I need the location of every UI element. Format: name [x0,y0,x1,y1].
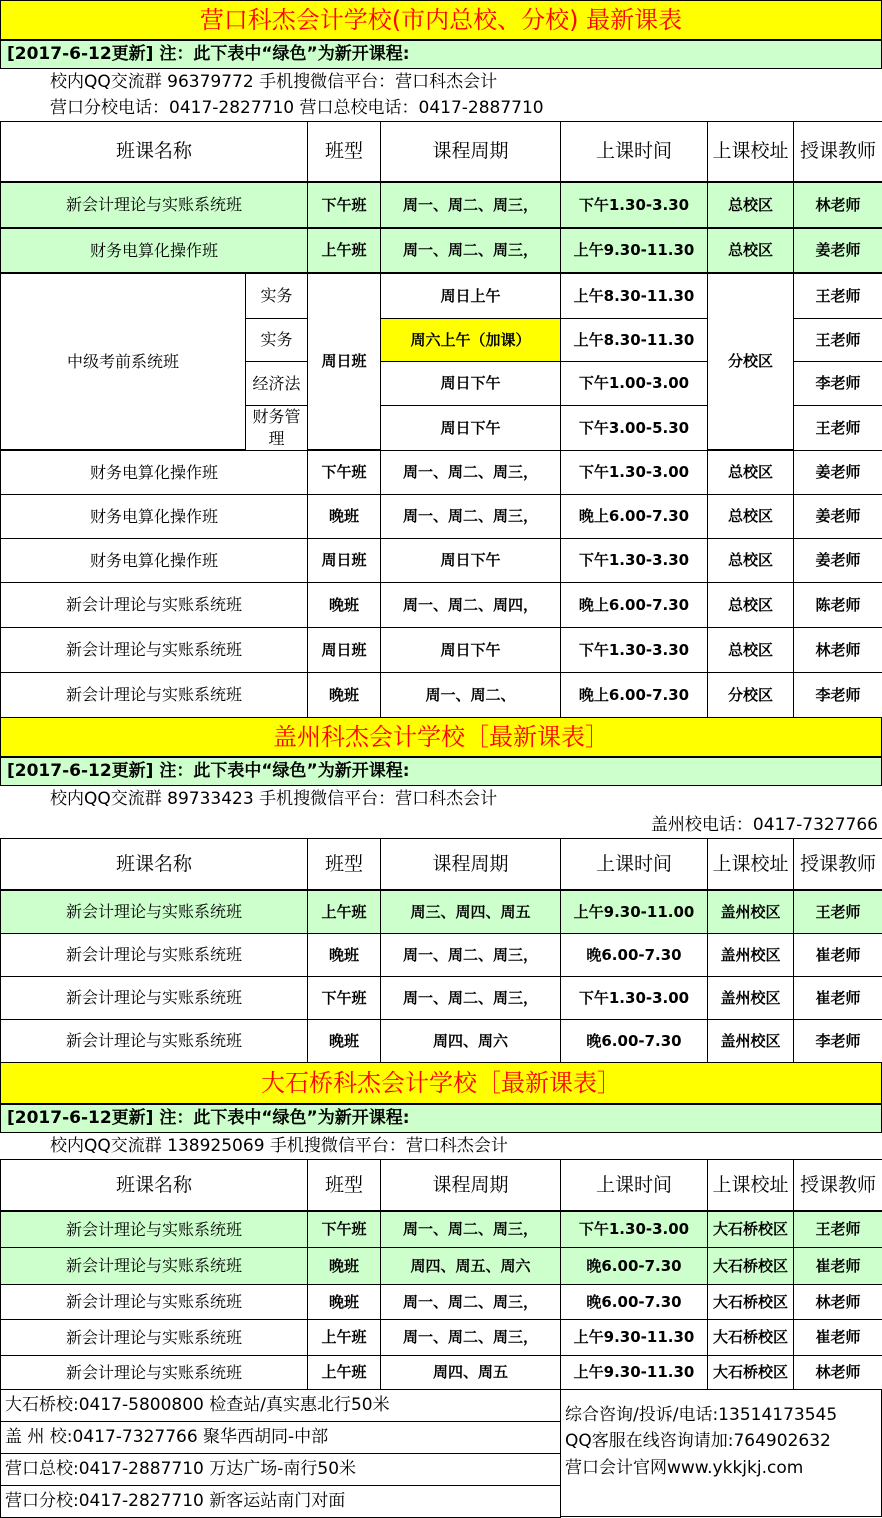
footer-address: 营口分校:0417-2827710 新客运站南门对面 [0,1485,561,1518]
section-title: 大石桥科杰会计学校［最新课表］ [0,1062,882,1104]
row-cell-subject: 实务 [245,318,308,362]
row-cell-subject: 财务管理 [245,405,308,451]
row-cell-class-time: 晚6.00-7.30 [560,1284,708,1320]
row-cell-class-time: 晚上6.00-7.30 [560,582,708,628]
row-cell-teacher: 王老师 [793,890,882,934]
row-cell-campus: 大石桥校区 [707,1247,794,1285]
column-header-campus: 上课校址 [707,121,794,182]
row-cell-course-name: 新会计理论与实账系统班 [0,582,308,628]
row-cell-course-period: 周四、周五 [380,1355,561,1390]
row-cell-course-period: 周一、周二、周三， [380,494,561,539]
row-cell-class-time: 晚6.00-7.30 [560,1247,708,1285]
row-cell-course-name: 新会计理论与实账系统班 [0,1211,308,1248]
row-cell-class-type: 上午班 [307,890,381,934]
row-cell-campus: 盖州校区 [707,933,794,977]
row-cell-campus: 总校区 [707,582,794,628]
row-cell-campus: 分校区 [707,273,794,450]
row-cell-course-name: 新会计理论与实账系统班 [0,890,308,934]
row-cell-course-period: 周日下午 [380,405,561,451]
row-cell-course-name: 新会计理论与实账系统班 [0,672,308,718]
column-header-class-type: 班型 [307,838,381,890]
footer-contact [560,1389,882,1517]
row-cell-course-period: 周一、周二、周三， [380,1211,561,1248]
row-cell-teacher: 林老师 [793,182,882,228]
column-header-course-name: 班课名称 [0,121,308,182]
row-cell-teacher: 崔老师 [793,1319,882,1356]
row-cell-campus: 总校区 [707,450,794,495]
row-cell-campus: 大石桥校区 [707,1211,794,1248]
column-header-class-time: 上课时间 [560,121,708,182]
row-cell-class-type: 周日班 [307,273,381,450]
row-cell-course-period: 周一、周二、周三， [380,1284,561,1320]
row-cell-campus: 总校区 [707,494,794,539]
row-cell-teacher: 李老师 [793,672,882,718]
row-cell-course-name: 新会计理论与实账系统班 [0,627,308,673]
row-cell-teacher: 姜老师 [793,494,882,539]
row-cell-class-type: 下午班 [307,1211,381,1248]
row-cell-course-name: 财务电算化操作班 [0,228,308,273]
row-cell-campus: 大石桥校区 [707,1319,794,1356]
row-cell-course-period: 周一、周二、周三， [380,450,561,495]
row-cell-class-type: 下午班 [307,182,381,228]
row-cell-class-time: 上午9.30-11.30 [560,1355,708,1390]
column-header-teacher: 授课教师 [793,838,882,890]
row-cell-course-period: 周日上午 [380,273,561,319]
row-cell-class-time: 下午1.30-3.00 [560,976,708,1020]
row-cell-class-time: 上午8.30-11.30 [560,273,708,319]
contact-info: 校内QQ交流群 96379772 手机搜微信平台：营口科杰会计 [50,71,498,92]
row-cell-teacher: 王老师 [793,318,882,362]
row-cell-teacher: 林老师 [793,1355,882,1390]
row-cell-course-period: 周一、周二、周四， [380,582,561,628]
column-header-course-name: 班课名称 [0,838,308,890]
row-cell-teacher: 王老师 [793,1211,882,1248]
row-cell-course-period: 周六上午（加课） [380,318,561,362]
row-cell-class-type: 晚班 [307,933,381,977]
row-cell-subject: 实务 [245,273,308,319]
row-cell-teacher: 姜老师 [793,538,882,583]
contact-info: 校内QQ交流群 89733423 手机搜微信平台：营口科杰会计 [50,788,498,809]
row-cell-campus: 总校区 [707,627,794,673]
row-cell-class-time: 下午1.30-3.00 [560,1211,708,1248]
row-cell-class-type: 晚班 [307,672,381,718]
row-cell-class-type: 晚班 [307,1247,381,1285]
footer-contact-line: 营口会计官网www.ykkjkj.com [565,1457,804,1478]
section-title: 营口科杰会计学校(市内总校、分校) 最新课表 [0,0,882,40]
column-header-campus: 上课校址 [707,838,794,890]
row-cell-class-time: 下午1.30-3.30 [560,182,708,228]
row-cell-course-name: 新会计理论与实账系统班 [0,1247,308,1285]
footer-contact-line: 综合咨询/投诉/电话:13514173545 [565,1405,838,1425]
update-note: [2017-6-12更新] 注：此下表中“绿色”为新开课程: [0,40,882,69]
row-cell-teacher: 王老师 [793,405,882,451]
row-cell-course-period: 周一、周二、 [380,672,561,718]
row-cell-course-name: 中级考前系统班 [0,273,246,450]
row-cell-course-name: 财务电算化操作班 [0,450,308,495]
contact-info: 校内QQ交流群 138925069 手机搜微信平台：营口科杰会计 [50,1135,508,1156]
row-cell-teacher: 李老师 [793,1019,882,1063]
row-cell-class-type: 下午班 [307,450,381,495]
row-cell-course-name: 新会计理论与实账系统班 [0,933,308,977]
row-cell-class-type: 下午班 [307,976,381,1020]
row-cell-campus: 总校区 [707,182,794,228]
row-cell-campus: 大石桥校区 [707,1284,794,1320]
row-cell-class-time: 上午9.30-11.30 [560,228,708,273]
update-note: [2017-6-12更新] 注：此下表中“绿色”为新开课程: [0,757,882,786]
row-cell-course-name: 财务电算化操作班 [0,494,308,539]
row-cell-course-period: 周一、周二、周三， [380,228,561,273]
row-cell-course-period: 周三、周四、周五 [380,890,561,934]
row-cell-subject: 经济法 [245,361,308,406]
row-cell-teacher: 林老师 [793,1284,882,1320]
row-cell-course-period: 周日下午 [380,361,561,406]
row-cell-course-period: 周一、周二、周三， [380,933,561,977]
row-cell-course-name: 财务电算化操作班 [0,538,308,583]
row-cell-class-type: 周日班 [307,538,381,583]
row-cell-teacher: 崔老师 [793,976,882,1020]
row-cell-class-time: 下午1.30-3.00 [560,450,708,495]
row-cell-class-time: 下午3.00-5.30 [560,405,708,451]
column-header-class-time: 上课时间 [560,838,708,890]
column-header-course-period: 课程周期 [380,121,561,182]
row-cell-class-type: 晚班 [307,1284,381,1320]
row-cell-teacher: 陈老师 [793,582,882,628]
row-cell-teacher: 崔老师 [793,1247,882,1285]
row-cell-course-period: 周一、周二、周三， [380,182,561,228]
row-cell-course-name: 新会计理论与实账系统班 [0,1284,308,1320]
footer-address: 盖 州 校:0417-7327766 聚华西胡同-中部 [0,1421,561,1454]
column-header-class-type: 班型 [307,121,381,182]
row-cell-course-name: 新会计理论与实账系统班 [0,1019,308,1063]
row-cell-class-time: 下午1.30-3.30 [560,627,708,673]
row-cell-campus: 盖州校区 [707,976,794,1020]
row-cell-teacher: 姜老师 [793,228,882,273]
contact-info: 营口分校电话：0417-2827710 营口总校电话：0417-2887710 [50,97,544,118]
row-cell-class-type: 晚班 [307,494,381,539]
row-cell-campus: 盖州校区 [707,1019,794,1063]
row-cell-class-type: 晚班 [307,1019,381,1063]
row-cell-course-period: 周日下午 [380,627,561,673]
row-cell-class-time: 下午1.00-3.00 [560,361,708,406]
row-cell-class-time: 上午9.30-11.30 [560,1319,708,1356]
row-cell-class-type: 上午班 [307,1355,381,1390]
column-header-class-time: 上课时间 [560,1159,708,1211]
row-cell-course-name: 新会计理论与实账系统班 [0,182,308,228]
row-cell-course-period: 周一、周二、周三， [380,976,561,1020]
row-cell-campus: 盖州校区 [707,890,794,934]
column-header-campus: 上课校址 [707,1159,794,1211]
row-cell-class-type: 上午班 [307,1319,381,1356]
contact-info: 盖州校电话：0417-7327766 [650,814,878,835]
row-cell-class-time: 下午1.30-3.30 [560,538,708,583]
footer-address: 大石桥校:0417-5800800 检查站/真实惠北行50米 [0,1389,561,1422]
row-cell-teacher: 王老师 [793,273,882,319]
row-cell-class-type: 周日班 [307,627,381,673]
footer-address: 营口总校:0417-2887710 万达广场-南行50米 [0,1453,561,1486]
row-cell-class-time: 晚上6.00-7.30 [560,494,708,539]
row-cell-class-time: 晚6.00-7.30 [560,933,708,977]
row-cell-campus: 大石桥校区 [707,1355,794,1390]
column-header-course-period: 课程周期 [380,838,561,890]
row-cell-course-period: 周四、周六 [380,1019,561,1063]
row-cell-campus: 分校区 [707,672,794,718]
row-cell-teacher: 姜老师 [793,450,882,495]
column-header-course-name: 班课名称 [0,1159,308,1211]
update-note: [2017-6-12更新] 注：此下表中“绿色”为新开课程: [0,1104,882,1133]
row-cell-campus: 总校区 [707,228,794,273]
footer-contact-line: QQ客服在线咨询请加:764902632 [565,1431,831,1452]
row-cell-course-period: 周日下午 [380,538,561,583]
row-cell-teacher: 崔老师 [793,933,882,977]
section-title: 盖州科杰会计学校［最新课表］ [0,717,882,757]
row-cell-campus: 总校区 [707,538,794,583]
column-header-course-period: 课程周期 [380,1159,561,1211]
column-header-teacher: 授课教师 [793,1159,882,1211]
row-cell-class-type: 上午班 [307,228,381,273]
row-cell-class-time: 晚6.00-7.30 [560,1019,708,1063]
row-cell-class-type: 晚班 [307,582,381,628]
row-cell-class-time: 晚上6.00-7.30 [560,672,708,718]
row-cell-course-name: 新会计理论与实账系统班 [0,1319,308,1356]
row-cell-course-period: 周一、周二、周三， [380,1319,561,1356]
row-cell-course-period: 周四、周五、周六 [380,1247,561,1285]
row-cell-class-time: 上午8.30-11.30 [560,318,708,362]
row-cell-course-name: 新会计理论与实账系统班 [0,976,308,1020]
row-cell-teacher: 李老师 [793,361,882,406]
row-cell-course-name: 新会计理论与实账系统班 [0,1355,308,1390]
row-cell-class-time: 上午9.30-11.00 [560,890,708,934]
row-cell-teacher: 林老师 [793,627,882,673]
column-header-teacher: 授课教师 [793,121,882,182]
column-header-class-type: 班型 [307,1159,381,1211]
